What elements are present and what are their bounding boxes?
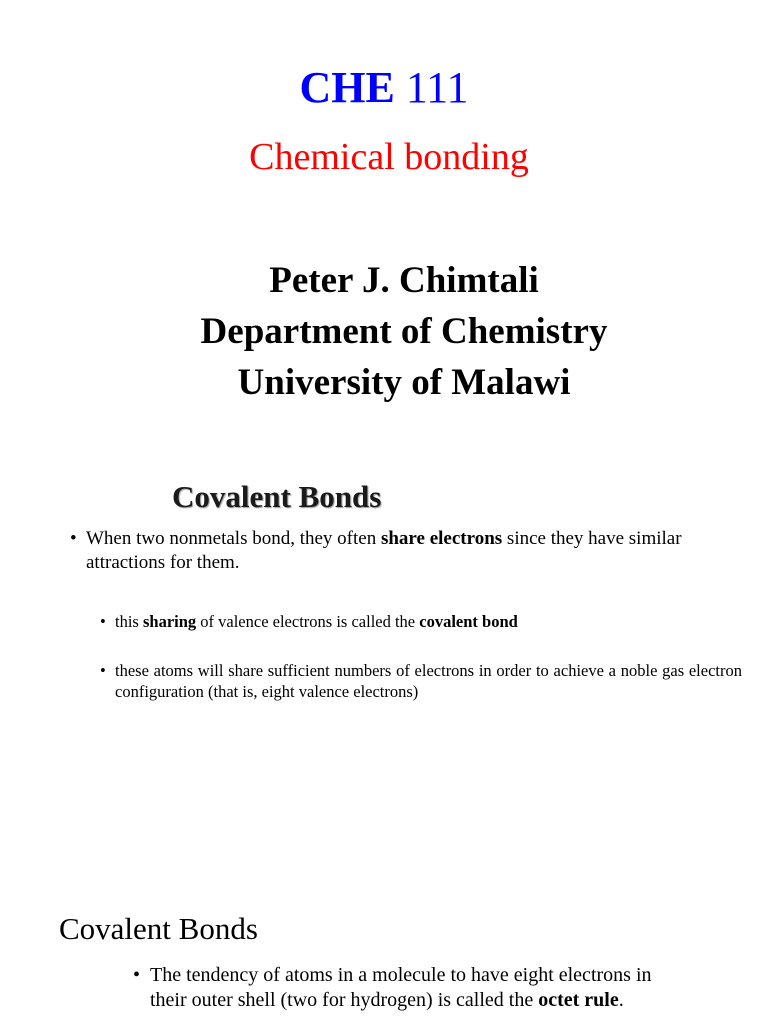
author-name: Peter J. Chimtali <box>269 260 539 301</box>
bullet-text-after: . <box>618 988 624 1011</box>
bullet-text-before: When two nonmetals bond, they often <box>86 528 381 549</box>
course-code-prefix: CHE <box>299 63 395 112</box>
sub-text-2: of valence electrons is called the <box>196 612 420 631</box>
bullet-marker: • <box>133 964 141 986</box>
slide3-bullet <box>133 963 653 1012</box>
bullet-text-before: The tendency of atoms in a molecule to have eight electrons in their outer shell (two for hydrogen) is called the <box>150 964 652 1011</box>
sub-text: these atoms will share sufficient numbers of electrons in order to achieve a noble gas electron configuration (that is, eight valence electrons) <box>115 661 742 701</box>
course-code <box>0 62 768 114</box>
author-department: Department of Chemistry <box>200 311 608 352</box>
sub-text-bold-1: sharing <box>142 612 197 631</box>
bullet-marker: • <box>100 612 106 631</box>
slide2-bullet <box>70 527 742 575</box>
author-university: University of Malawi <box>237 362 571 403</box>
course-code-number: 111 <box>405 63 469 112</box>
bullet-marker: • <box>70 528 77 549</box>
bullet-marker: • <box>100 661 106 680</box>
bullet-text-after: since they have similar attractions for them. <box>86 528 682 573</box>
slide2-sub-bullet-2 <box>100 660 742 702</box>
slide3-heading: Covalent Bonds <box>59 911 258 946</box>
bullet-text-bold: octet rule <box>538 988 619 1011</box>
slide2-heading: Covalent Bonds <box>172 479 382 514</box>
slide2-sub-bullet-1 <box>100 611 742 632</box>
sub-text-1: this <box>115 612 143 631</box>
bullet-text-bold: share electrons <box>380 528 503 549</box>
course-title: Chemical bonding <box>249 136 529 178</box>
sub-text-bold-2: covalent bond <box>419 612 518 631</box>
